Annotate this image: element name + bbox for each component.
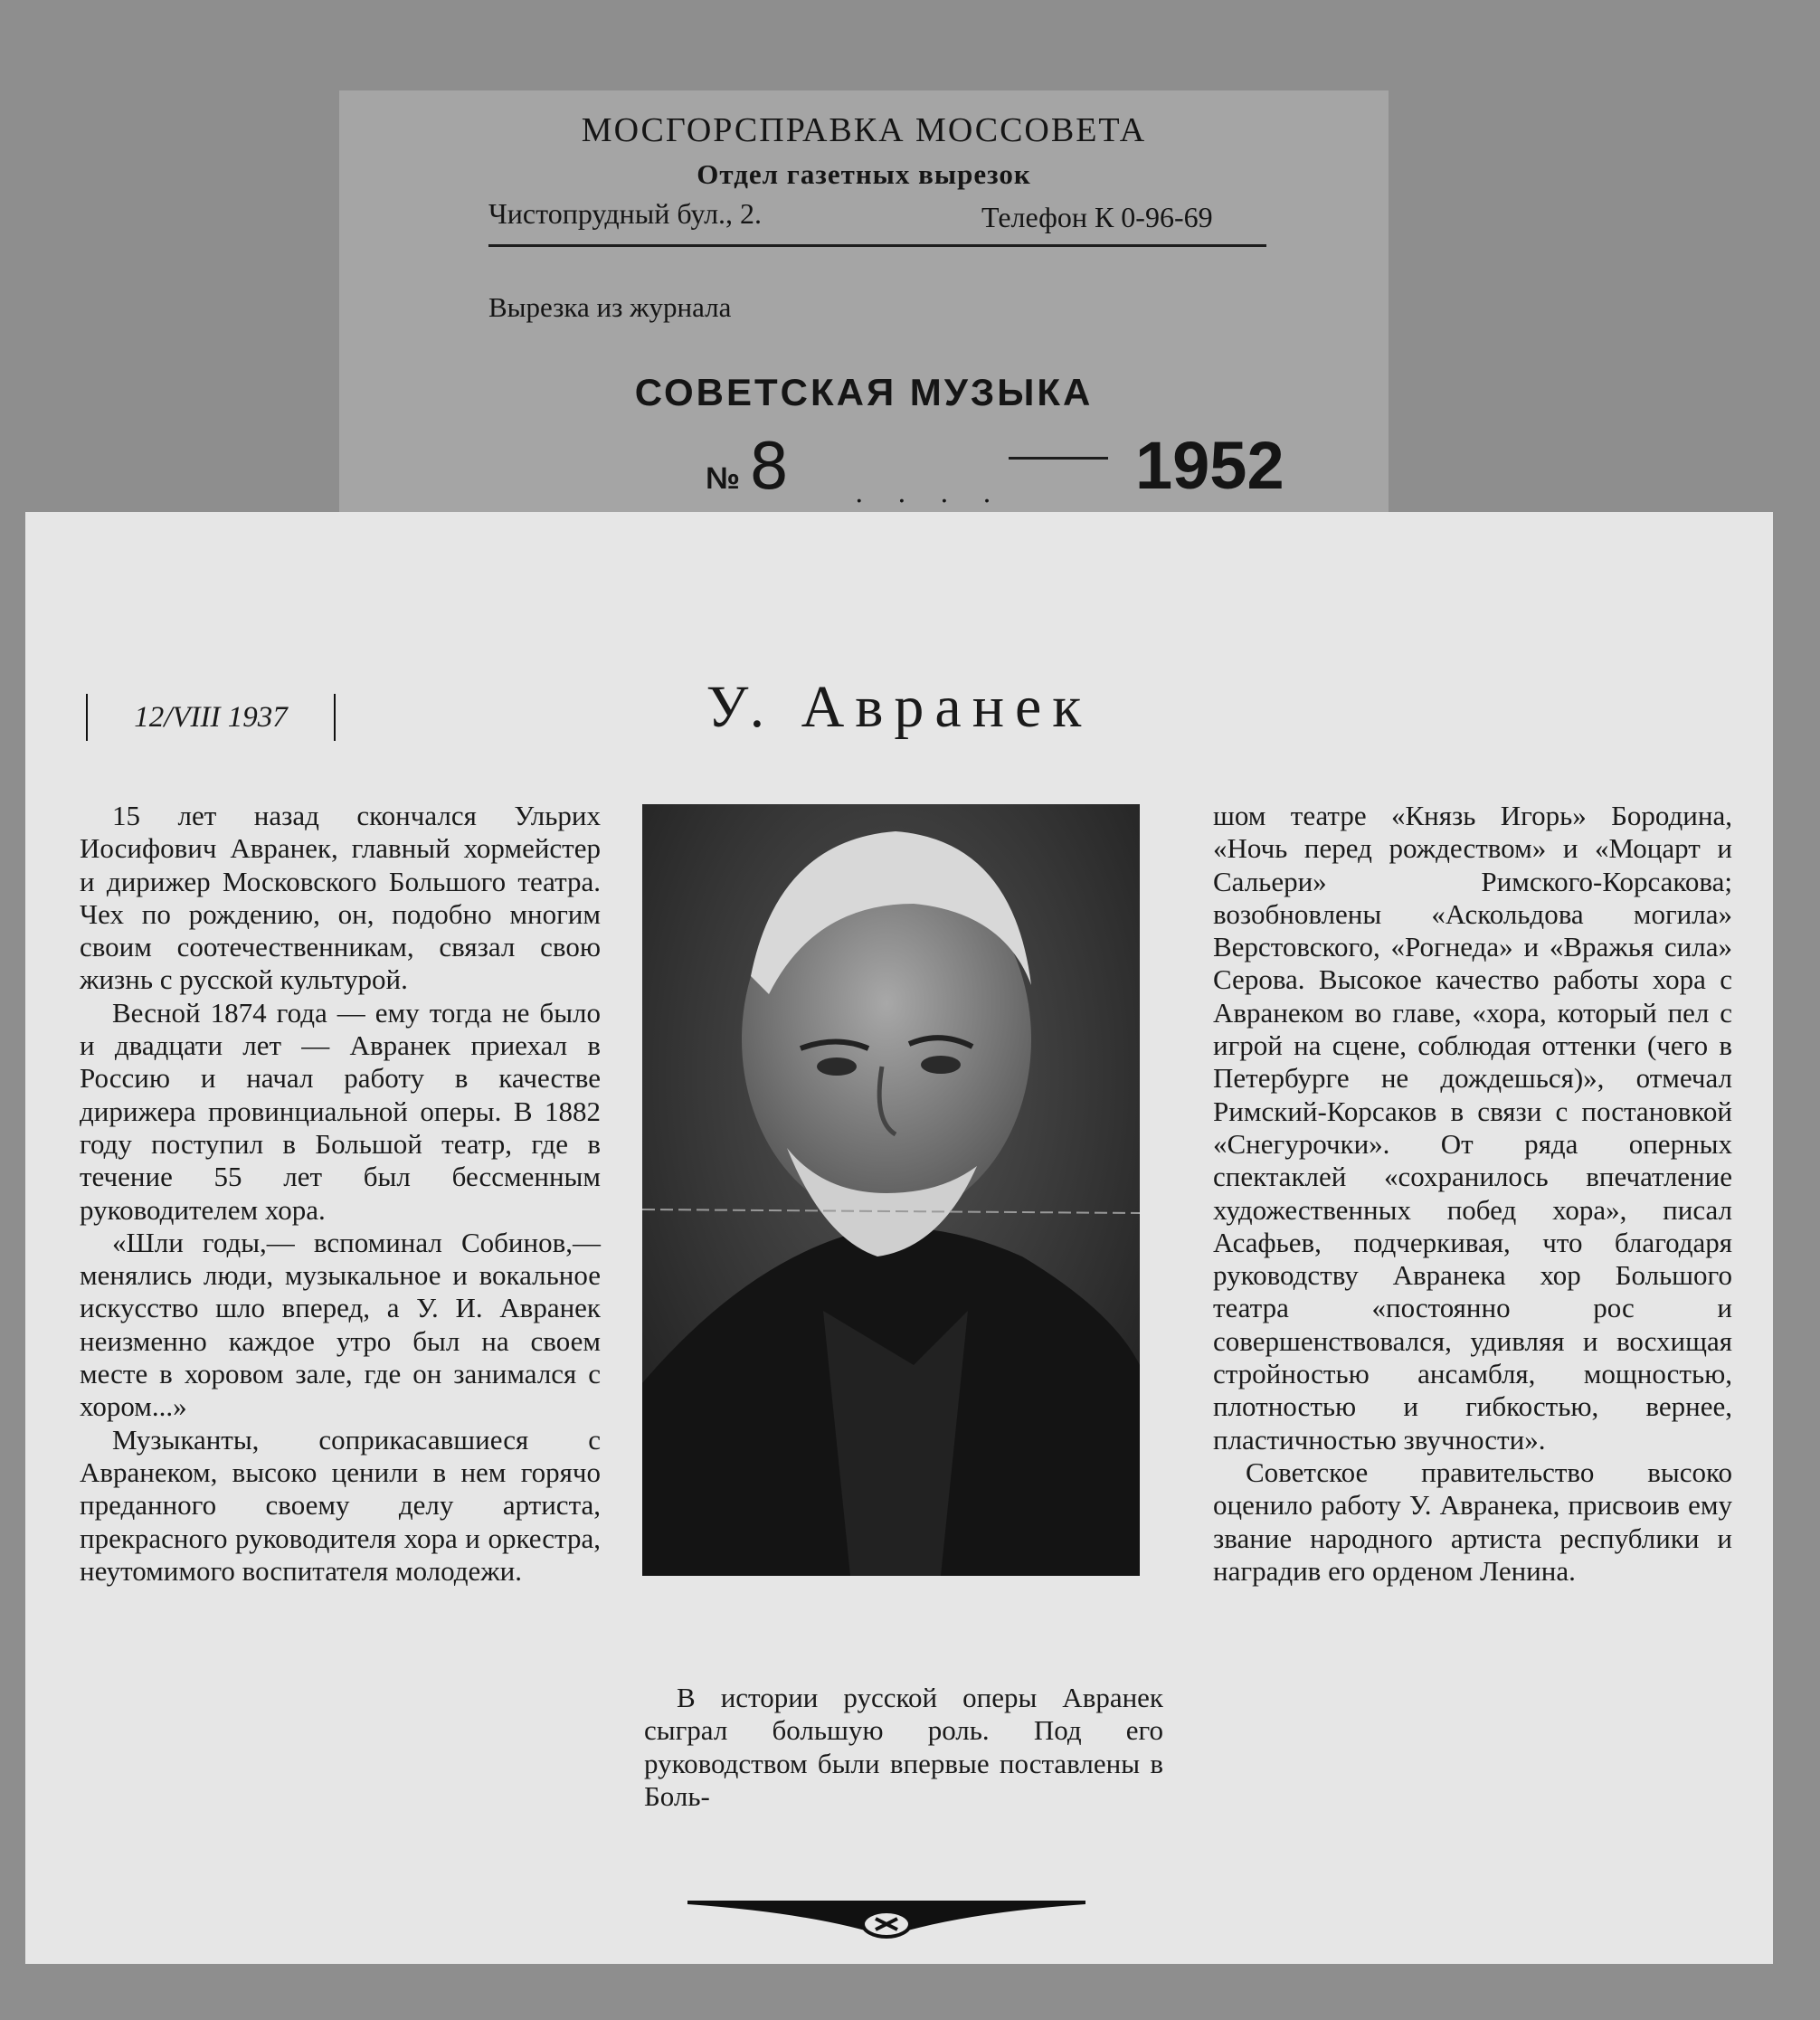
article-right-column <box>1213 800 1732 1588</box>
article-middle-column <box>644 1682 1163 1813</box>
archive-phone: Телефон К 0-96-69 <box>981 201 1213 233</box>
issue-number: 8 <box>748 430 790 504</box>
number-sign: № <box>706 461 740 496</box>
article-left-column <box>80 800 601 1588</box>
paragraph: Советское правительство высоко оценило работу У. Авранека, присвоив ему звание народного артиста республики и наградив его орденом Ленина. <box>1213 1456 1732 1587</box>
issue-dots: . . . . <box>855 478 1004 509</box>
archive-address: Чистопрудный бул., 2. <box>488 197 763 230</box>
cutting-source-label: Вырезка из журнала <box>488 291 732 323</box>
label-divider <box>488 244 1266 247</box>
date-box: 12/VIII 1937 <box>86 694 336 741</box>
archive-label-card <box>339 90 1389 525</box>
paragraph: В истории русской оперы Авранек сыграл большую роль. Под его руководством были впервые поставлены в Боль- <box>644 1682 1163 1812</box>
portrait-photo <box>642 804 1140 1576</box>
issue-number-line <box>706 430 789 504</box>
newspaper-clipping <box>25 512 1773 1964</box>
paragraph: шом театре «Князь Игорь» Бородина, «Ночь перед рождеством» и «Моцарт и Сальери» Римского-Корсакова; возобновлены «Аскольдова могила» Верстовского, «Рогнеда» и «Вражья сила» Серова. Высокое качество работы хора с Авранеком во главе, «хора, который пел с игрой на сцене, соблюдая оттенки (чего в Петербурге не дождешься)», отмечал Римский-Корсаков в связи с постановкой «Снегурочки». От ряда оперных спектаклей «сохранилось впечатление художественных побед хора», писал Асафьев, подчеркивая, что благодаря руководству Авранека хор Большого театра «постоянно рос и совершенствовался, удивляя и восхищая стройностью ансамбля, мощностью, плотностью и гибкостью, вернее, пластичностью звучности». <box>1213 800 1732 1456</box>
article-title: У. Авранек <box>706 674 1093 740</box>
archive-org-name: МОСГОРСПРАВКА МОССОВЕТА <box>581 111 1147 149</box>
issue-year: 1952 <box>1135 428 1284 503</box>
archive-department: Отдел газетных вырезок <box>697 158 1031 190</box>
portrait-illustration <box>642 804 1140 1576</box>
issue-dash <box>1009 457 1108 460</box>
ornament-divider <box>687 1893 1085 1948</box>
paragraph: Музыканты, соприкасавшиеся с Авранеком, высоко ценили в нем горячо преданного своему делу артиста, прекрасного руководителя хора и оркестра, неутомимого воспитателя молодежи. <box>80 1423 601 1587</box>
paragraph: Весной 1874 года — ему тогда не было и двадцати лет — Авранек приехал в Россию и начал работу в качестве дирижера провинциальной оперы. В 1882 году поступил в Большой театр, где в течение 55 лет был бессменным руководителем хора. <box>80 996 601 1226</box>
paragraph: «Шли годы,— вспоминал Собинов,— менялись люди, музыкальное и вокальное искусство шло вперед, а У. И. Авранек неизменно каждое утро был на своем месте в хоровом зале, где он занимался с хором...» <box>80 1226 601 1423</box>
paragraph: 15 лет назад скончался Ульрих Иосифович Авранек, главный хормейстер и дирижер Московского Большого театра. Чех по рождению, он, подобно многим своим соотечественникам, связал свою жизнь с русской культурой. <box>80 800 601 996</box>
magazine-name: СОВЕТСКАЯ МУЗЫКА <box>634 371 1094 413</box>
